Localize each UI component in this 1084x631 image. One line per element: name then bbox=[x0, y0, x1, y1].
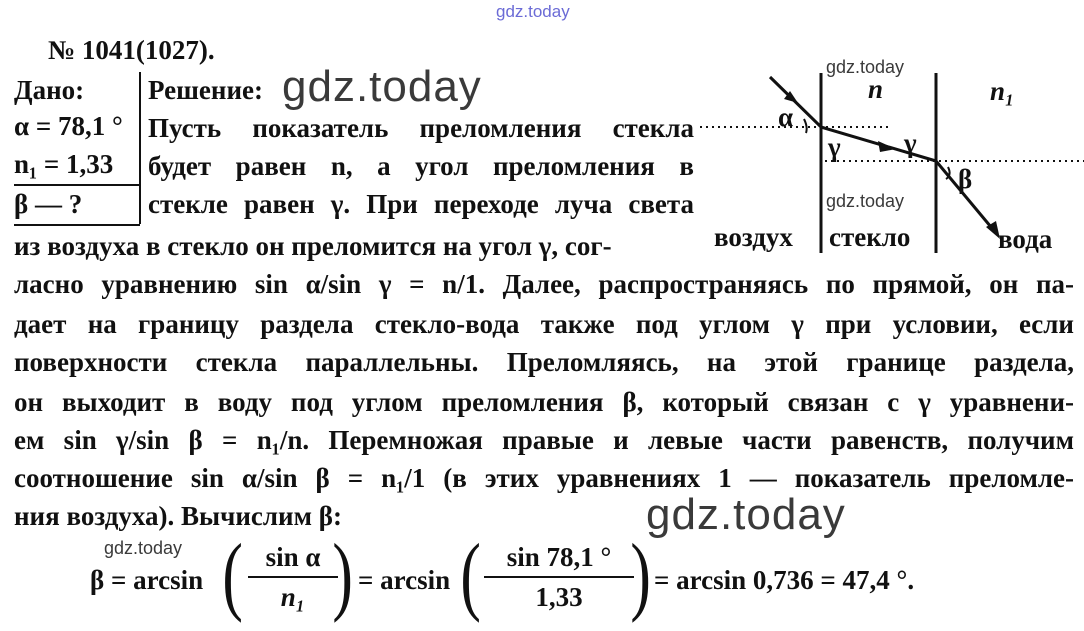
body-line-3: дает на границу раздела стекло-вода также под углом γ при условии, если bbox=[14, 309, 1074, 339]
label-glass: стекло bbox=[829, 222, 911, 252]
ray-glass-arrow bbox=[878, 141, 896, 152]
paren-close-1: ) bbox=[332, 527, 353, 624]
body-line-4: поверхности стекла параллельны. Преломляясь, на этой границе раздела, bbox=[14, 347, 1074, 377]
watermark-lower: gdz.today bbox=[646, 490, 846, 539]
body-line-2: ласно уравнению sin α/sin γ = n/1. Далее, распространяясь по прямой, он па- bbox=[14, 269, 1074, 299]
given-label: Дано: bbox=[14, 75, 85, 105]
fraction-1-numerator: sin α bbox=[265, 542, 321, 572]
given-divider-horizontal bbox=[14, 184, 140, 186]
paren-open-2: ( bbox=[460, 527, 481, 624]
given-n1: n₁ = 1,33 bbox=[14, 149, 114, 179]
solution-line-3: стекле равен γ. При переходе луча света bbox=[148, 189, 694, 219]
label-gamma-2: γ bbox=[904, 128, 917, 158]
solution-label: Решение: bbox=[148, 75, 263, 105]
label-n1: n₁ bbox=[990, 76, 1015, 106]
problem-number: № 1041(1027). bbox=[48, 35, 215, 65]
given-alpha: α = 78,1 ° bbox=[14, 111, 123, 141]
formula-rhs: = arcsin 0,736 = 47,4 °. bbox=[654, 565, 915, 595]
body-line-5: он выходит в воду под углом преломления β, который связан с γ уравнени- bbox=[14, 387, 1074, 417]
label-n: n bbox=[868, 74, 884, 104]
paren-open-1: ( bbox=[222, 527, 243, 624]
fraction-1-denominator: n₁ bbox=[280, 582, 306, 612]
label-gamma-1: γ bbox=[828, 132, 841, 162]
watermark-header: gdz.today bbox=[282, 62, 482, 111]
solution-line-1: Пусть показатель преломления стекла bbox=[148, 113, 694, 143]
watermark-formula: gdz.today bbox=[104, 538, 183, 558]
watermark-diagram-2: gdz.today bbox=[826, 191, 905, 211]
label-water: вода bbox=[998, 224, 1053, 254]
fraction-2-numerator: sin 78,1 ° bbox=[506, 542, 612, 572]
watermark-top: gdz.today bbox=[496, 2, 570, 21]
body-line-1: из воздуха в стекло он преломится на угол γ, сог- bbox=[14, 231, 612, 261]
given-find: β — ? bbox=[14, 189, 83, 219]
fraction-1-bar bbox=[248, 576, 338, 578]
watermark-diagram-1: gdz.today bbox=[826, 57, 905, 77]
given-underline bbox=[14, 224, 140, 226]
body-line-7: соотношение sin α/sin β = n₁/1 (в этих уравнениях 1 — показатель преломле- bbox=[14, 463, 1074, 493]
body-line-8: ния воздуха). Вычислим β: bbox=[14, 501, 342, 531]
fraction-2-bar bbox=[484, 576, 634, 578]
fraction-2-denominator: 1,33 bbox=[535, 582, 583, 612]
alpha-arc bbox=[804, 119, 807, 133]
formula-mid: = arcsin bbox=[358, 565, 451, 595]
formula-lhs: β = arcsin bbox=[90, 565, 204, 595]
given-divider-vertical bbox=[139, 72, 141, 224]
fraction-2 bbox=[484, 540, 634, 614]
solution-line-2: будет равен n, а угол преломления в bbox=[148, 151, 694, 181]
body-line-6: ем sin γ/sin β = n₁/n. Перемножая правые и левые части равенств, получим bbox=[14, 425, 1074, 455]
paren-close-2: ) bbox=[630, 527, 651, 624]
label-air: воздух bbox=[714, 222, 793, 252]
label-alpha: α bbox=[778, 102, 794, 132]
fraction-1 bbox=[248, 540, 338, 614]
label-beta: β bbox=[958, 164, 973, 194]
